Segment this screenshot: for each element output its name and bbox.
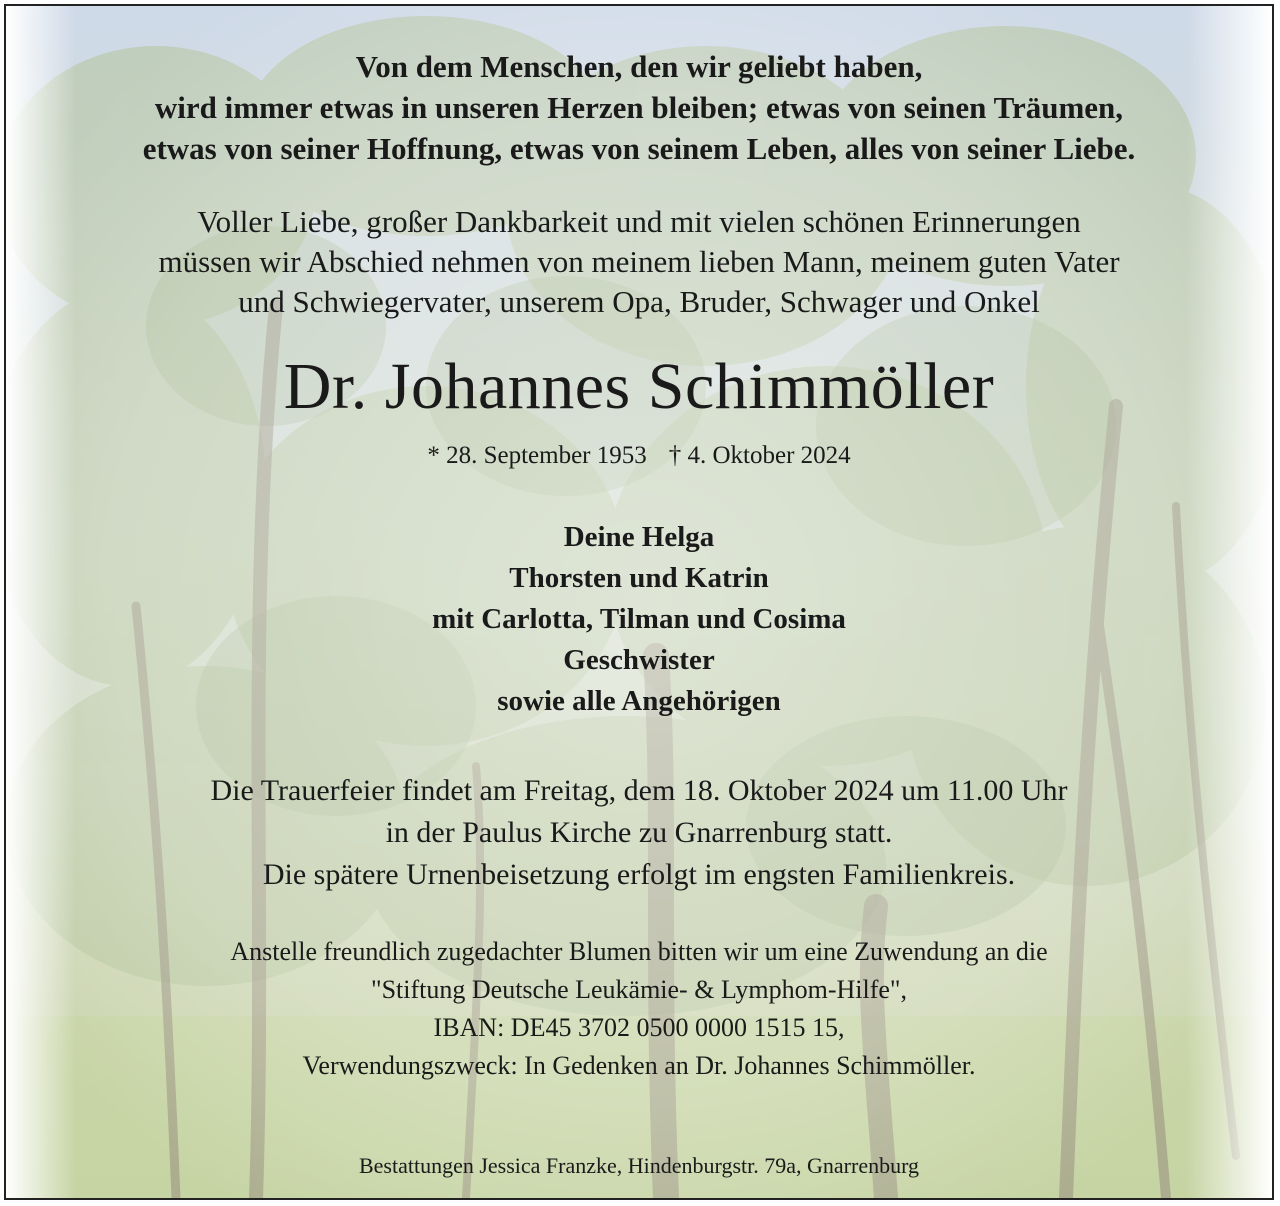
obituary-frame bbox=[4, 4, 1274, 1200]
intro-line-2: müssen wir Abschied nehmen von meinem lieben Mann, meinem guten Vater bbox=[158, 244, 1120, 279]
funeral-home-footer: Bestattungen Jessica Franzke, Hindenburgstr. 79a, Gnarrenburg bbox=[358, 1153, 920, 1178]
motto-line-2: wird immer etwas in unseren Herzen bleiben; etwas von seinen Träumen, bbox=[154, 90, 1124, 125]
mourner-line-2: Thorsten und Katrin bbox=[509, 562, 769, 594]
birth-date: * 28. September 1953 bbox=[427, 442, 647, 469]
motto-line-1: Von dem Menschen, den wir geliebt haben, bbox=[355, 49, 923, 84]
donation-line-2: "Stiftung Deutsche Leukämie- & Lymphom-Hilfe", bbox=[370, 975, 908, 1004]
motto-line-3: etwas von seiner Hoffnung, etwas von seinem Leben, alles von seiner Liebe. bbox=[142, 131, 1136, 166]
life-dates bbox=[6, 442, 1272, 470]
donation-line-1: Anstelle freundlich zugedachter Blumen bitten wir um eine Zuwendung an die bbox=[230, 937, 1048, 966]
intro-line-3: und Schwiegervater, unserem Opa, Bruder, Schwager und Onkel bbox=[238, 284, 1040, 319]
obituary-content bbox=[6, 6, 1272, 1198]
death-date: † 4. Oktober 2024 bbox=[668, 442, 851, 469]
mourner-line-5: sowie alle Angehörigen bbox=[497, 685, 781, 717]
mourner-line-4: Geschwister bbox=[563, 644, 715, 676]
service-line-3: Die spätere Urnenbeisetzung erfolgt im engsten Familienkreis. bbox=[262, 858, 1016, 891]
mourner-line-1: Deine Helga bbox=[563, 521, 715, 553]
deceased-name: Dr. Johannes Schimmöller bbox=[283, 350, 995, 423]
mourner-line-3: mit Carlotta, Tilman und Cosima bbox=[432, 603, 846, 635]
service-line-1: Die Trauerfeier findet am Freitag, dem 18. Oktober 2024 um 11.00 Uhr bbox=[210, 774, 1068, 807]
donation-line-4: Verwendungszweck: In Gedenken an Dr. Johannes Schimmöller. bbox=[302, 1051, 976, 1080]
donation-line-3: IBAN: DE45 3702 0500 0000 1515 15, bbox=[433, 1013, 845, 1042]
intro-line-1: Voller Liebe, großer Dankbarkeit und mit vielen schönen Erinnerungen bbox=[197, 204, 1081, 239]
service-line-2: in der Paulus Kirche zu Gnarrenburg statt. bbox=[385, 816, 893, 849]
